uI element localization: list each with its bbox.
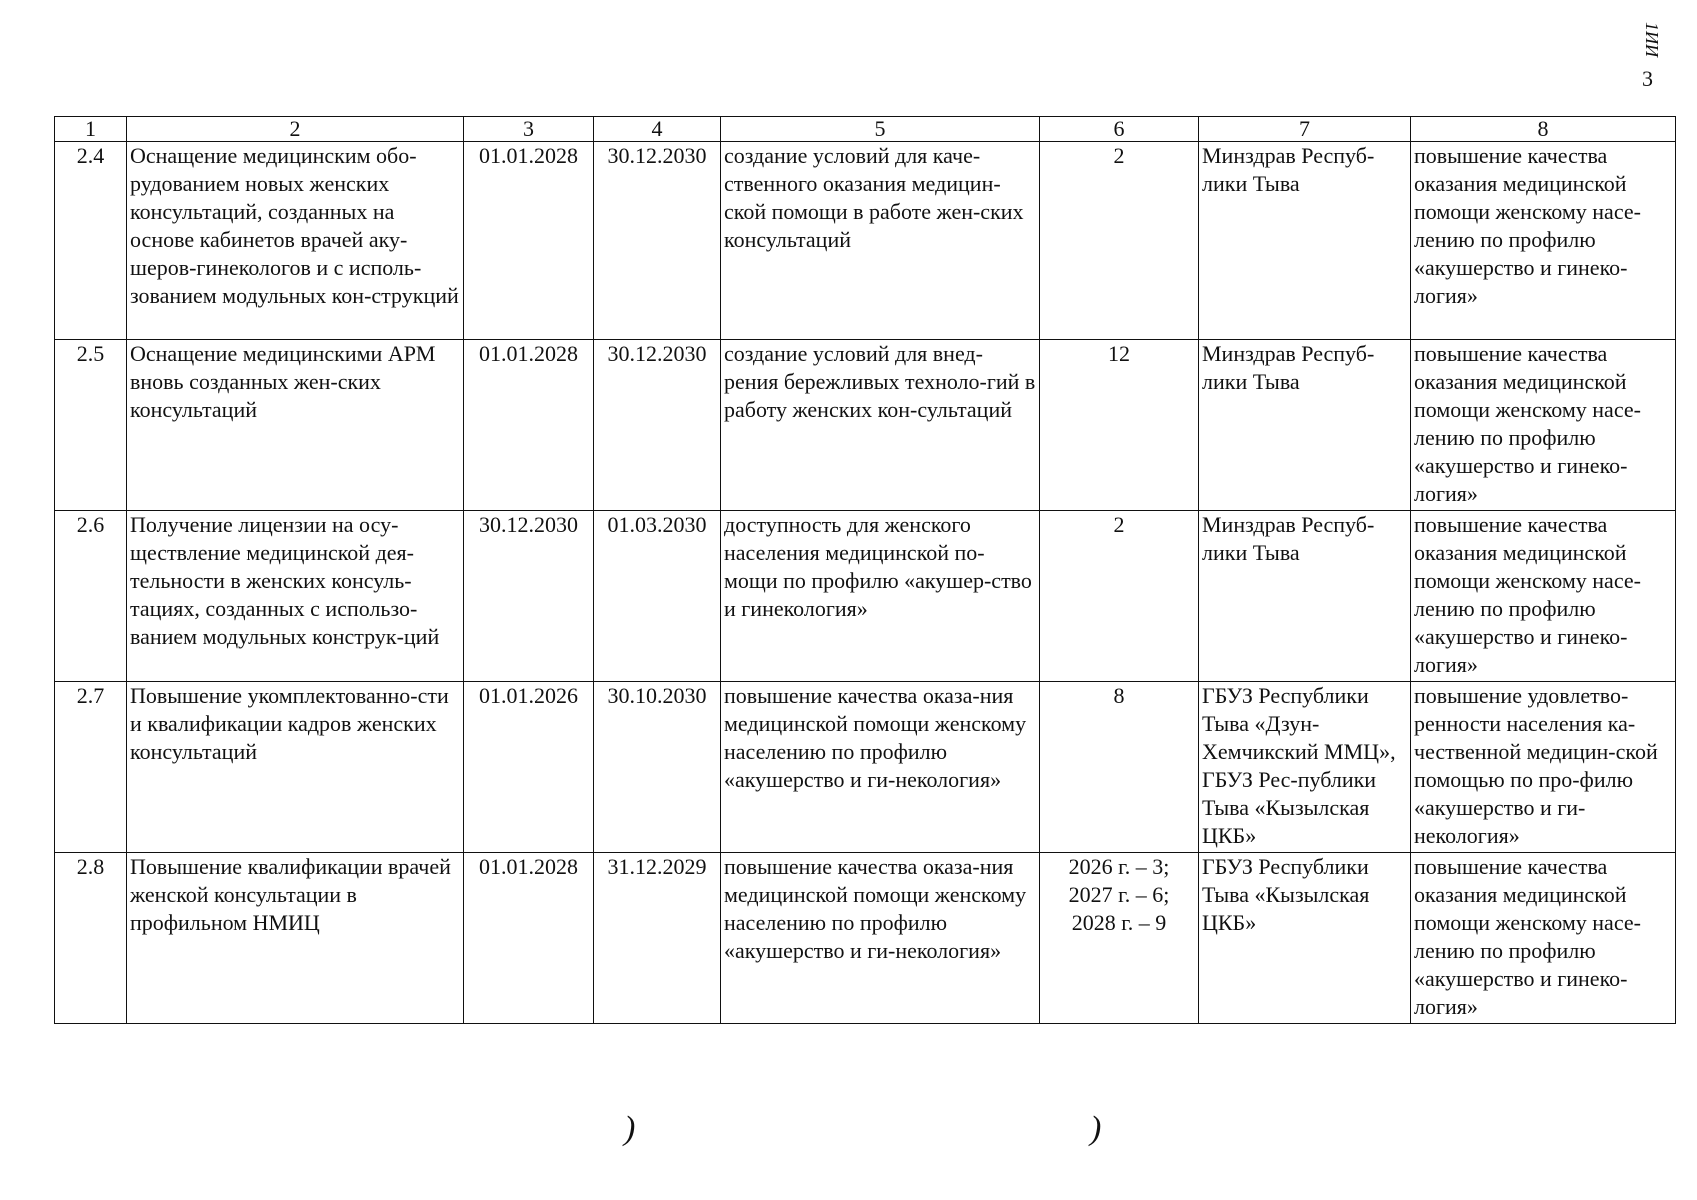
quantity: 2 <box>1040 511 1199 682</box>
expected-result: доступность для женского населения медицинской по-мощи по профилю «акушер-ство и гинекология» <box>721 511 1040 682</box>
end-date: 01.03.2030 <box>594 511 721 682</box>
row-number: 2.4 <box>55 142 127 340</box>
column-header: 8 <box>1411 117 1676 142</box>
measure-name: Повышение квалификации врачей женской консультации в профильном НМИЦ <box>127 853 464 1024</box>
column-header: 5 <box>721 117 1040 142</box>
measure-name: Повышение укомплектованно-сти и квалификации кадров женских консультаций <box>127 682 464 853</box>
start-date: 01.01.2028 <box>464 142 594 340</box>
quantity: 8 <box>1040 682 1199 853</box>
expected-result: создание условий для каче-ственного оказания медицин-ской помощи в работе жен-ских консультаций <box>721 142 1040 340</box>
column-header: 1 <box>55 117 127 142</box>
scan-mark-left: ) <box>624 1110 636 1147</box>
table-header-row <box>55 117 1676 142</box>
effect: повышение качества оказания медицинской помощи женскому насе-лению по профилю «акушерство и гинеко-логия» <box>1411 142 1676 340</box>
start-date: 01.01.2026 <box>464 682 594 853</box>
responsible: Минздрав Респуб-лики Тыва <box>1199 142 1411 340</box>
start-date: 01.01.2028 <box>464 340 594 511</box>
end-date: 30.12.2030 <box>594 142 721 340</box>
table-row <box>55 853 1676 1024</box>
row-number: 2.8 <box>55 853 127 1024</box>
start-date: 30.12.2030 <box>464 511 594 682</box>
column-header: 2 <box>127 117 464 142</box>
effect: повышение удовлетво-ренности населения ка-чественной медицин-ской помощью по про-филю «акушерство и ги-некология» <box>1411 682 1676 853</box>
row-number: 2.6 <box>55 511 127 682</box>
end-date: 30.12.2030 <box>594 340 721 511</box>
measures-table <box>54 116 1676 1024</box>
responsible: ГБУЗ Республики Тыва «Дзун-Хемчикский ММЦ», ГБУЗ Рес-публики Тыва «Кызылская ЦКБ» <box>1199 682 1411 853</box>
responsible: Минздрав Респуб-лики Тыва <box>1199 511 1411 682</box>
end-date: 31.12.2029 <box>594 853 721 1024</box>
responsible: ГБУЗ Республики Тыва «Кызылская ЦКБ» <box>1199 853 1411 1024</box>
quantity: 12 <box>1040 340 1199 511</box>
quantity: 2 <box>1040 142 1199 340</box>
responsible: Минздрав Респуб-лики Тыва <box>1199 340 1411 511</box>
table-row <box>55 682 1676 853</box>
end-date: 30.10.2030 <box>594 682 721 853</box>
expected-result: повышение качества оказа-ния медицинской помощи женскому населению по профилю «акушерство и ги-некология» <box>721 682 1040 853</box>
table-row <box>55 142 1676 340</box>
quantity: 2026 г. – 3; 2027 г. – 6; 2028 г. – 9 <box>1040 853 1199 1024</box>
start-date: 01.01.2028 <box>464 853 594 1024</box>
measure-name: Получение лицензии на осу-ществление медицинской дея-тельности в женских консуль-тациях, созданных с использо-ванием модульных конструк-ций <box>127 511 464 682</box>
expected-result: повышение качества оказа-ния медицинской помощи женскому населению по профилю «акушерство и ги-некология» <box>721 853 1040 1024</box>
row-number: 2.5 <box>55 340 127 511</box>
measure-name: Оснащение медицинским обо-рудованием новых женских консультаций, созданных на основе кабинетов врачей аку-шеров-гинекологов и с исполь-зованием модульных кон-струкций <box>127 142 464 340</box>
effect: повышение качества оказания медицинской помощи женскому насе-лению по профилю «акушерство и гинеко-логия» <box>1411 853 1676 1024</box>
column-header: 7 <box>1199 117 1411 142</box>
column-header: 3 <box>464 117 594 142</box>
row-number: 2.7 <box>55 682 127 853</box>
column-header: 6 <box>1040 117 1199 142</box>
handwritten-page-mark: 1ИИ <box>1642 22 1662 57</box>
expected-result: создание условий для внед-рения бережливых техноло-гий в работу женских кон-сультаций <box>721 340 1040 511</box>
table-row <box>55 340 1676 511</box>
effect: повышение качества оказания медицинской помощи женскому насе-лению по профилю «акушерство и гинеко-логия» <box>1411 511 1676 682</box>
effect: повышение качества оказания медицинской помощи женскому насе-лению по профилю «акушерство и гинеко-логия» <box>1411 340 1676 511</box>
table-row <box>55 511 1676 682</box>
scan-mark-right: ) <box>1090 1110 1102 1147</box>
page-number: 3 <box>1642 66 1653 91</box>
column-header: 4 <box>594 117 721 142</box>
measure-name: Оснащение медицинскими АРМ вновь созданных жен-ских консультаций <box>127 340 464 511</box>
